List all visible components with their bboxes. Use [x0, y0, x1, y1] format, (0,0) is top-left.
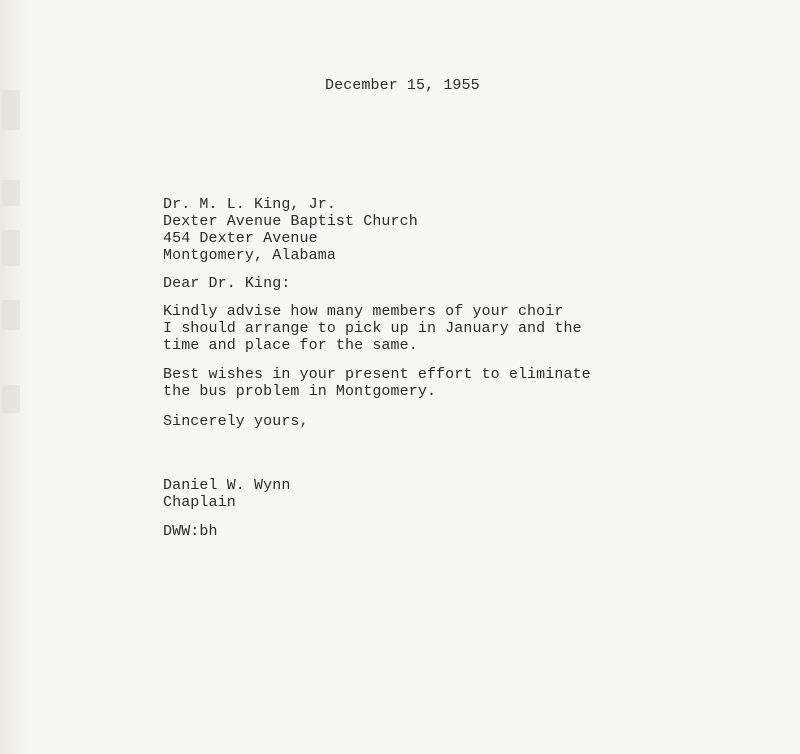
- bleed-through-mark: [2, 90, 20, 130]
- recipient-name: Dr. M. L. King, Jr.: [163, 196, 336, 213]
- recipient-street: 454 Dexter Avenue: [163, 230, 318, 247]
- letter-date: December 15, 1955: [325, 77, 480, 94]
- bleed-through-mark: [2, 300, 20, 330]
- bleed-through-mark: [2, 230, 20, 266]
- signer-title: Chaplain: [163, 494, 236, 511]
- salutation: Dear Dr. King:: [163, 275, 291, 292]
- paragraph1-line: Kindly advise how many members of your choir: [163, 303, 564, 320]
- paragraph1-line: time and place for the same.: [163, 337, 418, 354]
- recipient-city: Montgomery, Alabama: [163, 247, 336, 264]
- closing: Sincerely yours,: [163, 413, 309, 430]
- paragraph2-line: Best wishes in your present effort to eliminate: [163, 366, 591, 383]
- paragraph2-line: the bus problem in Montgomery.: [163, 383, 437, 400]
- signer-name: Daniel W. Wynn: [163, 477, 291, 494]
- bleed-through-mark: [2, 180, 20, 206]
- reference-initials: DWW:bh: [163, 523, 218, 540]
- bleed-through-mark: [2, 385, 20, 413]
- recipient-organization: Dexter Avenue Baptist Church: [163, 213, 418, 230]
- paragraph1-line: I should arrange to pick up in January and the: [163, 320, 582, 337]
